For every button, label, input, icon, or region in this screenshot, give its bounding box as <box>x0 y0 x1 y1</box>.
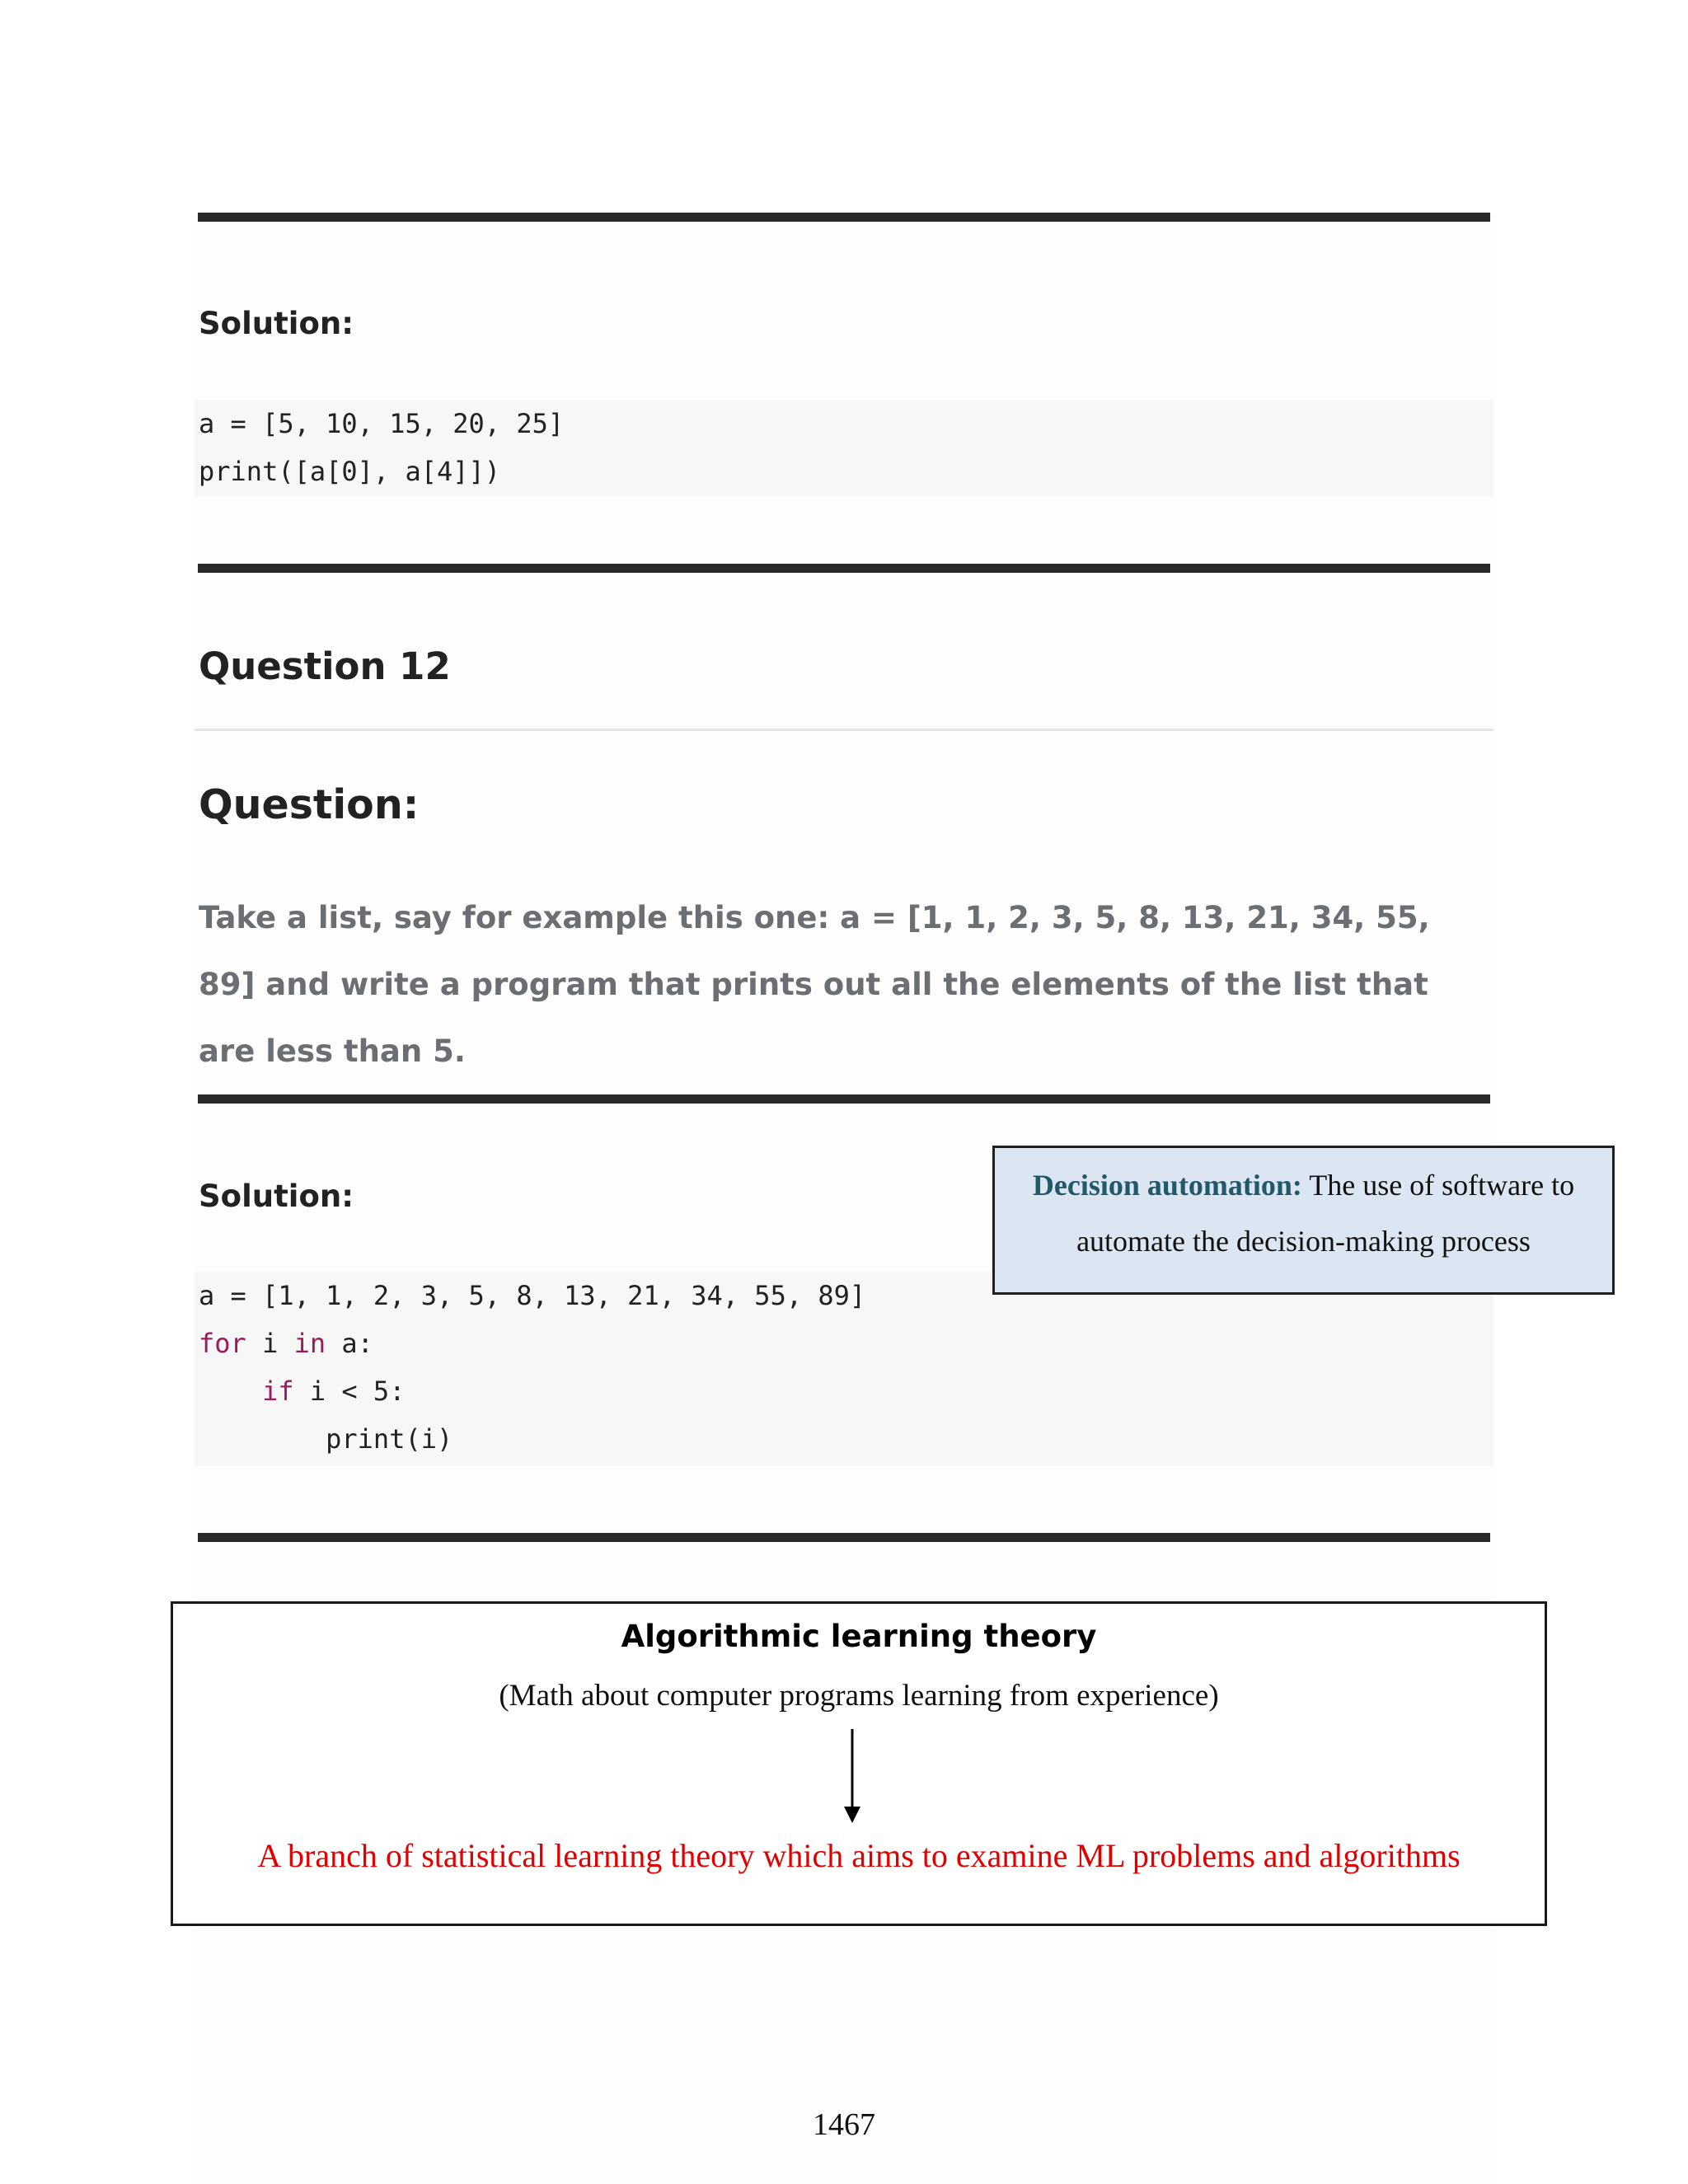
keyword-if: if <box>262 1376 294 1407</box>
keyword-in: in <box>293 1328 326 1359</box>
code-line: for i in a: <box>199 1328 373 1359</box>
heading-underline <box>195 729 1493 731</box>
question-heading: Question: <box>199 781 420 828</box>
down-arrow-icon <box>836 1727 869 1826</box>
question-text: Take a list, say for example this one: a = [1, 1, 2, 3, 5, 8, 13, 21, 34, 55, 89] and write a program that prints out all the elements of the list that are less than 5. <box>199 900 1430 1069</box>
concept-subtitle: (Math about computer programs learning from experience) <box>499 1679 1219 1713</box>
concept-description: A branch of statistical learning theory which aims to examine ML problems and algorithms <box>257 1837 1461 1874</box>
code-line: a = [5, 10, 15, 20, 25] <box>199 408 565 439</box>
section-divider <box>198 1533 1490 1542</box>
concept-title: Algorithmic learning theory <box>621 1619 1097 1654</box>
solution-label: Solution: <box>199 306 354 341</box>
code-line: print(i) <box>199 1423 453 1455</box>
section-divider <box>198 1094 1490 1104</box>
code-line: print([a[0], a[4]]) <box>199 456 501 487</box>
callout-term: Decision automation: <box>1032 1169 1302 1202</box>
section-divider <box>198 564 1490 573</box>
keyword-for: for <box>199 1328 246 1359</box>
code-line: a = [1, 1, 2, 3, 5, 8, 13, 21, 34, 55, 89] <box>199 1280 866 1311</box>
callout-definition: The use of software to <box>1301 1169 1575 1202</box>
concept-box <box>171 1601 1547 1926</box>
solution-label: Solution: <box>199 1179 354 1214</box>
callout-line <box>995 1165 1612 1206</box>
section-divider <box>198 213 1490 222</box>
code-block <box>195 1272 1493 1466</box>
definition-callout <box>992 1146 1615 1295</box>
question-number-heading: Question 12 <box>199 644 451 688</box>
callout-definition-continued: automate the decision-making process <box>1076 1225 1531 1258</box>
page-number: 1467 <box>813 2107 875 2142</box>
code-block <box>195 400 1493 496</box>
code-line: if i < 5: <box>262 1376 406 1407</box>
